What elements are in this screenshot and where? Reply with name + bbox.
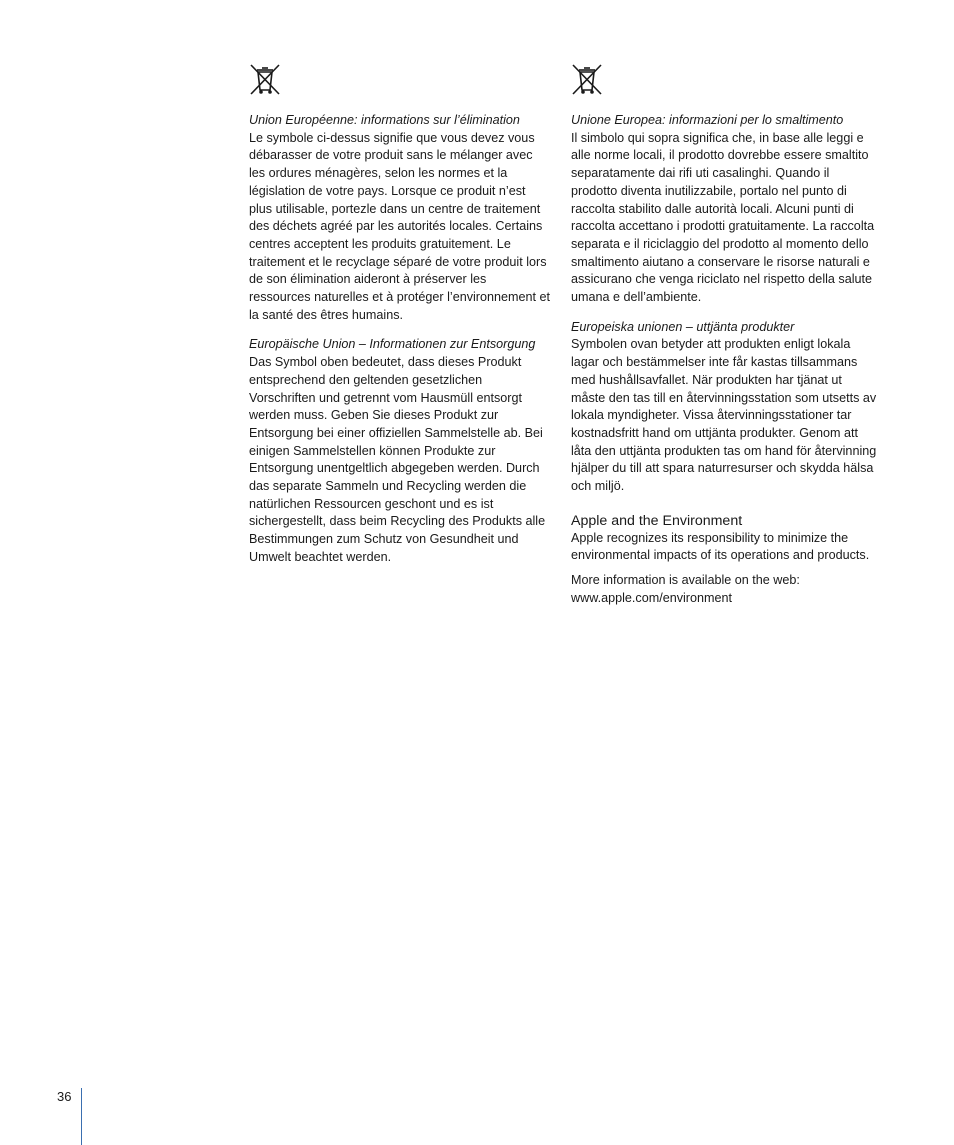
more-info-text: More information is available on the web: www.apple.com/environment — [571, 573, 800, 605]
eu-swedish-section — [571, 319, 877, 496]
section-heading: Europäische Union – Informationen zur Entsorgung — [249, 337, 536, 352]
section-body: Le symbole ci-dessus signifie que vous devez vous débarasser de votre produit sans le mélanger avec les ordures ménagères, selon les normes et la législation de votre pays. Lorsque ce produit n’est plus utilisable, portezle dans un centre de traitement des déchets agréé par les autorités locales. Certains centres acceptent les produits gratuitement. Le traitement et le recyclage séparé de votre produit lors de son élimination aideront à préserver les ressources naturelles et à protéger l’environnement et la santé des êtres humains. — [249, 130, 551, 322]
apple-environment-section — [571, 508, 877, 608]
right-column — [571, 62, 877, 620]
section-body: Apple recognizes its responsibility to minimize the environmental impacts of its operations and products. — [571, 530, 870, 563]
section-heading: Europeiska unionen – uttjänta produkter — [571, 319, 795, 334]
section-body: Symbolen ovan betyder att produkten enligt lokala lagar och bestämmelser inte får kastas tillsammans med hushållsavfallet. När produkten har tjänat ut måste den tas till en återvinningsstation som utsetts av lokala myndigheter. Vissa återvinningsstationer tar kostnadsfritt hand om uttjänta produkter. Genom att låta den uttjänta produkten tas om hand för återvinning hjälper du till att spara naturresurser och skydda hälsa och miljö. — [571, 337, 877, 494]
page-margin-rule — [81, 1088, 82, 1145]
section-title: Apple and the Environment — [571, 512, 743, 529]
section-heading: Unione Europea: informazioni per lo smaltimento — [571, 113, 844, 127]
crossed-out-wheelie-bin-icon — [571, 62, 603, 96]
crossed-out-wheelie-bin-icon — [249, 62, 281, 96]
section-heading: Union Européenne: informations sur l’élimination — [249, 113, 520, 127]
left-column — [249, 62, 551, 579]
section-body: Das Symbol oben bedeutet, dass dieses Produkt entsprechend den geltenden gesetzlichen Vorschriften und getrennt vom Hausmüll entsorgt werden muss. Geben Sie dieses Produkt zur Entsorgung bei einer offiziellen Sammelstelle ab. Bei einigen Sammelstellen können Produkte zur Entsorgung unentgeltlich abgegeben werden. Durch das separate Sammeln und Recycling werden die natürlichen Ressourcen geschont und es ist sichergestellt, dass beim Recycling des Produkts alle Bestimmungen zum Schutz von Gesundheit und Umwelt beachtet werden. — [249, 355, 546, 564]
eu-french-section — [249, 112, 551, 324]
section-body: Il simbolo qui sopra significa che, in base alle leggi e alle norme locali, il prodotto dovrebbe essere smaltito separatamente dai rifi uti casalinghi. Quando il prodotto diventa inutilizzabile, portalo nel punto di raccolta stabilito dalle autorità locali. Alcuni punti di raccolta accettano i prodotti gratuitamente. La raccolta separata e il riciclaggio del prodotto al momento dello smaltimento aiutano a conservare le risorse naturali e assicurano che venga riciclato nel rispetto della salute umana e dell’ambiente. — [571, 130, 875, 305]
eu-german-section — [249, 336, 551, 566]
page-number: 36 — [57, 1089, 72, 1104]
eu-italian-section — [571, 112, 877, 307]
